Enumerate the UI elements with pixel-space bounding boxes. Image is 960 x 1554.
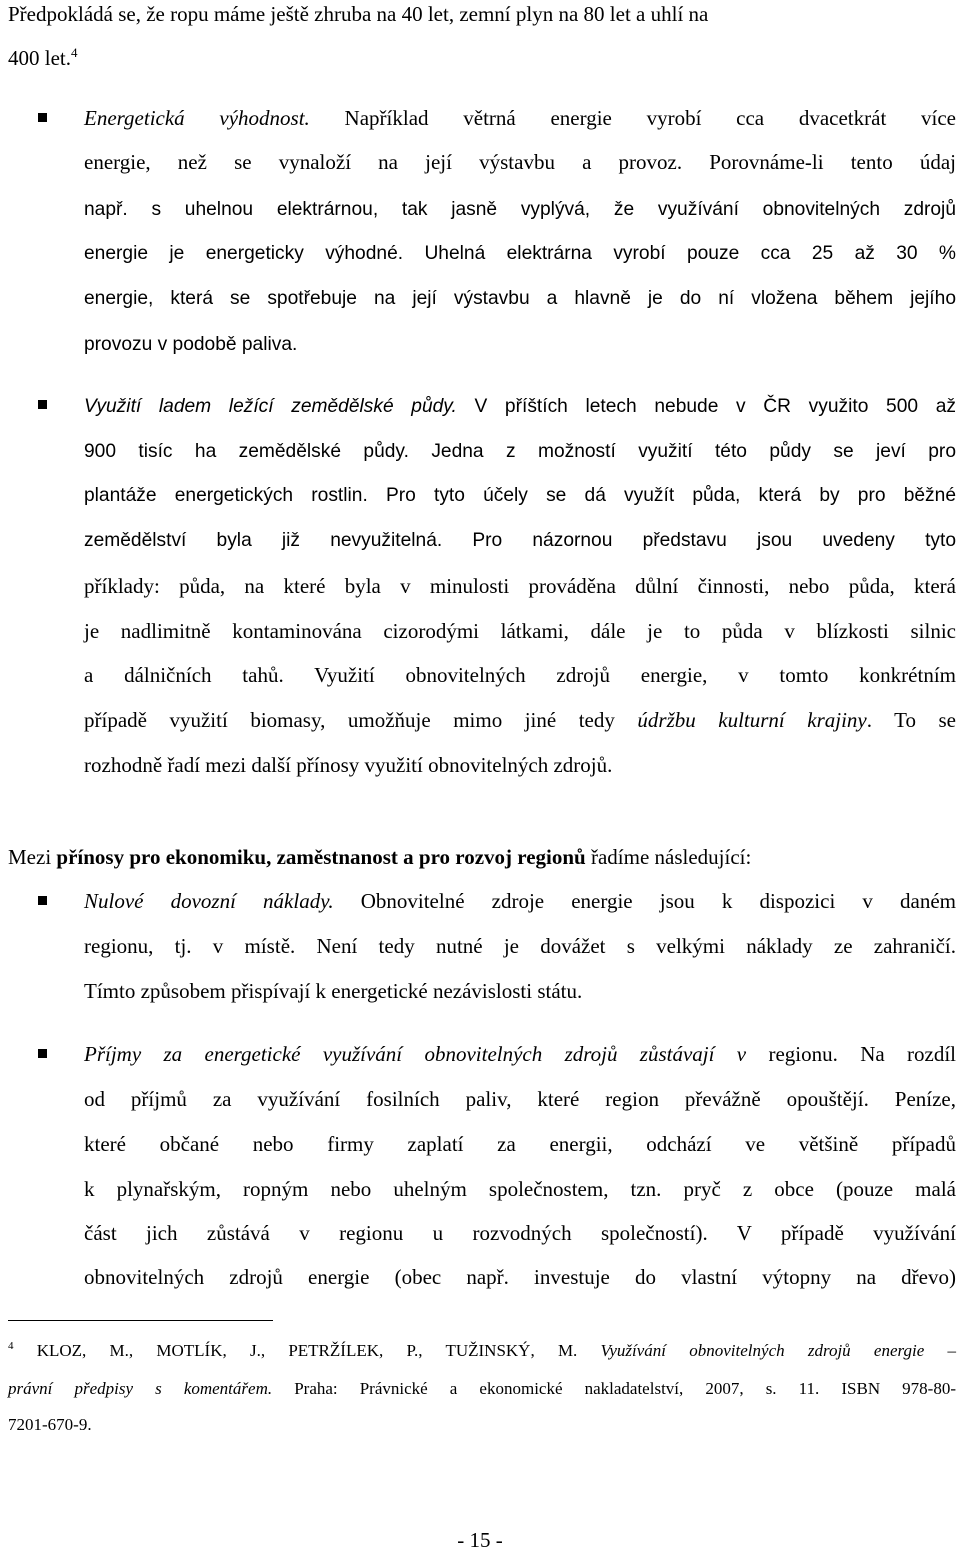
bullet2-emphasis: údržbu kulturní krajiny <box>637 708 867 732</box>
bullet2-line-5: příklady: půda, na které byla v minulosti prováděna důlní činnosti, nebo půda, která <box>84 574 956 598</box>
footnote-line-3: 7201-670-9. <box>8 1415 92 1434</box>
section-pre: Mezi <box>8 845 57 869</box>
section-post: řadíme následující: <box>585 845 752 869</box>
bullet1-line-1 <box>84 104 956 132</box>
bullet2-line-8-a: případě využití biomasy, umožňuje mimo jiné tedy <box>84 708 638 732</box>
intro-line-2 <box>8 44 78 72</box>
bullet1-line-1-rest: Například větrná energie vyrobí cca dvacetkrát více <box>309 106 956 130</box>
bullet-marker <box>38 400 47 409</box>
bullet1-line-4: energie je energeticky výhodné. Uhelná elektrárna vyrobí pouze cca 25 až 30 % <box>84 243 956 264</box>
bullet4-title: Příjmy za energetické využívání obnovitelných zdrojů zůstávají v <box>84 1042 747 1066</box>
bullet1-line-3: např. s uhelnou elektrárnou, tak jasně vyplývá, že využívání obnovitelných zdrojů <box>84 199 956 220</box>
bullet3-line-2: regionu, tj. v místě. Není tedy nutné je dovážet s velkými náklady ze zahraničí. <box>84 934 956 958</box>
footnote-line-1 <box>8 1340 956 1362</box>
bullet2-title: Využití ladem ležící zemědělské půdy. <box>84 396 457 417</box>
section-bold: přínosy pro ekonomiku, zaměstnanost a pro rozvoj regionů <box>56 845 586 869</box>
bullet2-line-3: plantáže energetických rostlin. Pro tyto účely se dá využít půda, která by pro běžné <box>84 485 956 506</box>
bullet2-line-9: rozhodně řadí mezi další přínosy využití obnovitelných zdrojů. <box>84 753 613 777</box>
bullet3-line-1 <box>84 887 956 915</box>
bullet1-line-6: provozu v podobě paliva. <box>84 334 298 355</box>
bullet2-line-8-b: . To se <box>866 708 956 732</box>
page-number: - 15 - <box>457 1528 503 1552</box>
bullet3-line-3: Tímto způsobem přispívají k energetické nezávislosti státu. <box>84 979 583 1003</box>
bullet4-line-6: obnovitelných zdrojů energie (obec např. investuje do vlastní výtopny na dřevo) <box>84 1265 956 1289</box>
bullet2-line-8 <box>84 706 956 734</box>
footnote-line-1-a: KLOZ, M., MOTLÍK, J., PETRŽÍLEK, P., TUŽINSKÝ, M. <box>13 1341 601 1360</box>
section-intro <box>8 843 751 871</box>
bullet4-line-2: od příjmů za využívání fosilních paliv, které region převážně opouštějí. Peníze, <box>84 1087 956 1111</box>
bullet2-line-1-rest: V příštích letech nebude v ČR využito 500 až <box>456 396 956 417</box>
footnote-separator <box>8 1320 273 1321</box>
bullet3-title: Nulové dovozní náklady. <box>84 889 334 913</box>
bullet2-line-1 <box>84 393 956 421</box>
footnote-line-2-b: Praha: Právnické a ekonomické nakladatelství, 2007, s. 11. ISBN 978-80- <box>272 1379 957 1398</box>
footnote-title-cont: právní předpisy s komentářem. <box>8 1379 273 1398</box>
footnote-title: Využívání obnovitelných zdrojů energie – <box>600 1341 956 1360</box>
bullet2-line-4: zemědělství byla již nevyužitelná. Pro názornou představu jsou uvedeny tyto <box>84 530 956 551</box>
bullet1-line-5: energie, která se spotřebuje na její výstavbu a hlavně je do ní vložena během jejího <box>84 288 956 309</box>
intro-line-1: Předpokládá se, že ropu máme ještě zhruba na 40 let, zemní plyn na 80 let a uhlí na <box>8 2 709 26</box>
bullet2-line-6: je nadlimitně kontaminována cizorodými látkami, dále je to půda v blízkosti silnic <box>84 619 956 643</box>
bullet4-line-1 <box>84 1040 956 1068</box>
bullet2-line-7: a dálničních tahů. Využití obnovitelných zdrojů energie, v tomto konkrétním <box>84 663 956 687</box>
footnote-line-2 <box>8 1378 956 1400</box>
footnote-ref: 4 <box>71 45 78 60</box>
bullet1-line-2: energie, než se vynaloží na její výstavbu a provoz. Porovnáme-li tento údaj <box>84 150 956 174</box>
bullet4-line-1-rest: regionu. Na rozdíl <box>746 1042 956 1066</box>
bullet-marker <box>38 113 47 122</box>
bullet-marker <box>38 1049 47 1058</box>
bullet4-line-4: k plynařským, ropným nebo uhelným společnostem, tzn. pryč z obce (pouze malá <box>84 1177 956 1201</box>
intro-line-2-text: 400 let. <box>8 46 71 70</box>
bullet1-title: Energetická výhodnost. <box>84 106 310 130</box>
bullet3-line-1-rest: Obnovitelné zdroje energie jsou k dispozici v daném <box>333 889 956 913</box>
bullet4-line-5: část jich zůstává v regionu u rozvodných společností). V případě využívání <box>84 1221 956 1245</box>
bullet2-line-2: 900 tisíc ha zemědělské půdy. Jedna z možností využití této půdy se jeví pro <box>84 441 956 462</box>
footnote-number: 4 <box>8 1340 14 1352</box>
bullet4-line-3: které občané nebo firmy zaplatí za energii, odchází ve většině případů <box>84 1132 956 1156</box>
bullet-marker <box>38 896 47 905</box>
